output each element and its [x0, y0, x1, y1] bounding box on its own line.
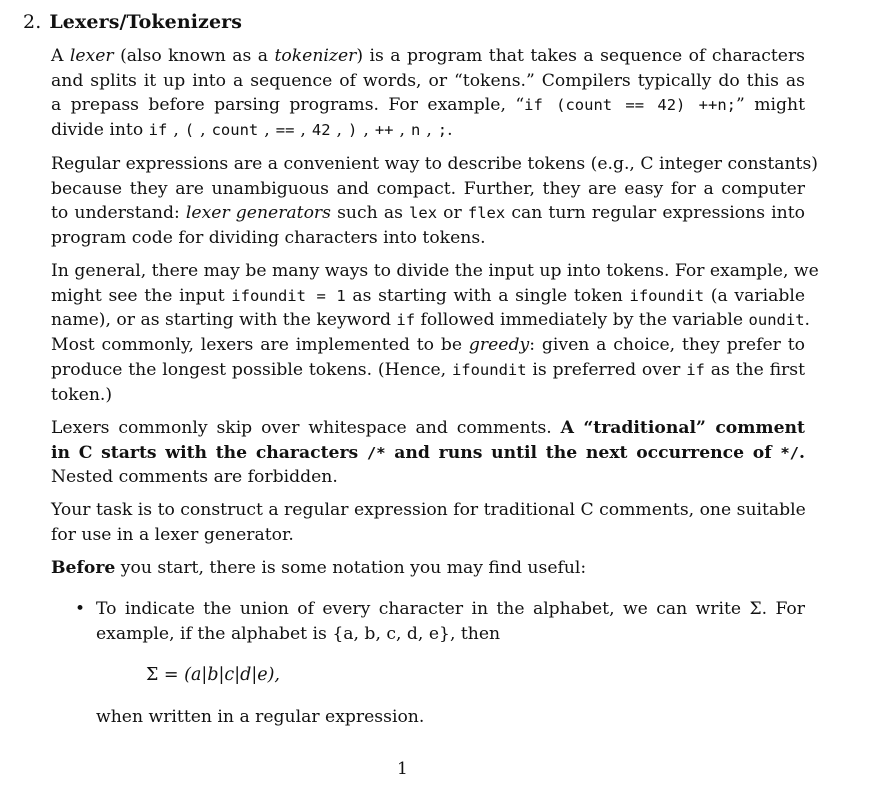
bullet-marker: •	[75, 599, 86, 619]
bullet-item-sigma	[96, 597, 805, 646]
text-line: Before you start, there is some notation you may find useful:	[51, 558, 587, 578]
text-line: Most commonly, lexers are implemented to be greedy: given a choice, they prefer to	[51, 335, 805, 356]
text-line: for use in a lexer generator.	[51, 524, 294, 545]
sigma-formula: Σ = (a|b|c|d|e),	[146, 665, 280, 685]
text-line: In general, there may be many ways to divide the input up into tokens. For example, we	[51, 261, 819, 281]
token-list-line: divide into if , ( , count , == , 42 , ) , ++ , n , ;.	[51, 120, 453, 141]
text-line: token.)	[51, 384, 113, 405]
text-line: program code for dividing characters into tokens.	[51, 228, 486, 249]
text-line: Your task is to construct a regular expression for traditional C comments, one suitable	[51, 500, 806, 520]
bullet-followup-text: when written in a regular expression.	[96, 707, 425, 727]
text-line: A lexer (also known as a tokenizer) is a program that takes a sequence of characters	[51, 46, 805, 66]
text-line: Nested comments are forbidden.	[51, 467, 338, 488]
text-line: a prepass before parsing programs. For example, “if (count == 42) ++n;” might	[51, 95, 806, 116]
paragraph-task	[51, 498, 805, 547]
text-line: Regular expressions are a convenient way to describe tokens (e.g., C integer constants)	[51, 154, 818, 174]
text-line: in C starts with the characters /* and runs until the next occurrence of */.	[51, 442, 805, 463]
text-line: might see the input ifoundit = 1 as starting with a single token ifoundit (a variable	[51, 285, 806, 306]
section-number: 2.	[23, 11, 42, 33]
text-line: because they are unambiguous and compact. Further, they are easy for a computer	[51, 178, 805, 199]
paragraph-comments	[51, 416, 805, 490]
section-title: Lexers/Tokenizers	[49, 11, 243, 33]
section-heading	[23, 11, 242, 33]
text-line: Lexers commonly skip over whitespace and comments. A “traditional” comment	[51, 418, 805, 438]
text-line: and splits it up into a sequence of words, or “tokens.” Compilers typically do this as	[51, 70, 805, 91]
text-line: To indicate the union of every character in the alphabet, we can write Σ. For	[96, 599, 805, 619]
text-line: produce the longest possible tokens. (Hence, ifoundit is preferred over if as the first	[51, 359, 806, 380]
text-line: example, if the alphabet is {a, b, c, d, e}, then	[96, 623, 501, 644]
paragraph-greedy	[51, 259, 819, 407]
text-line: name), or as starting with the keyword if followed immediately by the variable oundit.	[51, 310, 811, 331]
paragraph-lexer-intro	[51, 44, 805, 143]
code-example: if (count == 42) ++n;	[524, 96, 737, 115]
paragraph-regex-intro	[51, 152, 818, 251]
page-number: 1	[397, 759, 408, 779]
text-line: to understand: lexer generators such as lex or flex can turn regular expressions into	[51, 203, 805, 224]
paragraph-notation-intro	[51, 556, 805, 581]
